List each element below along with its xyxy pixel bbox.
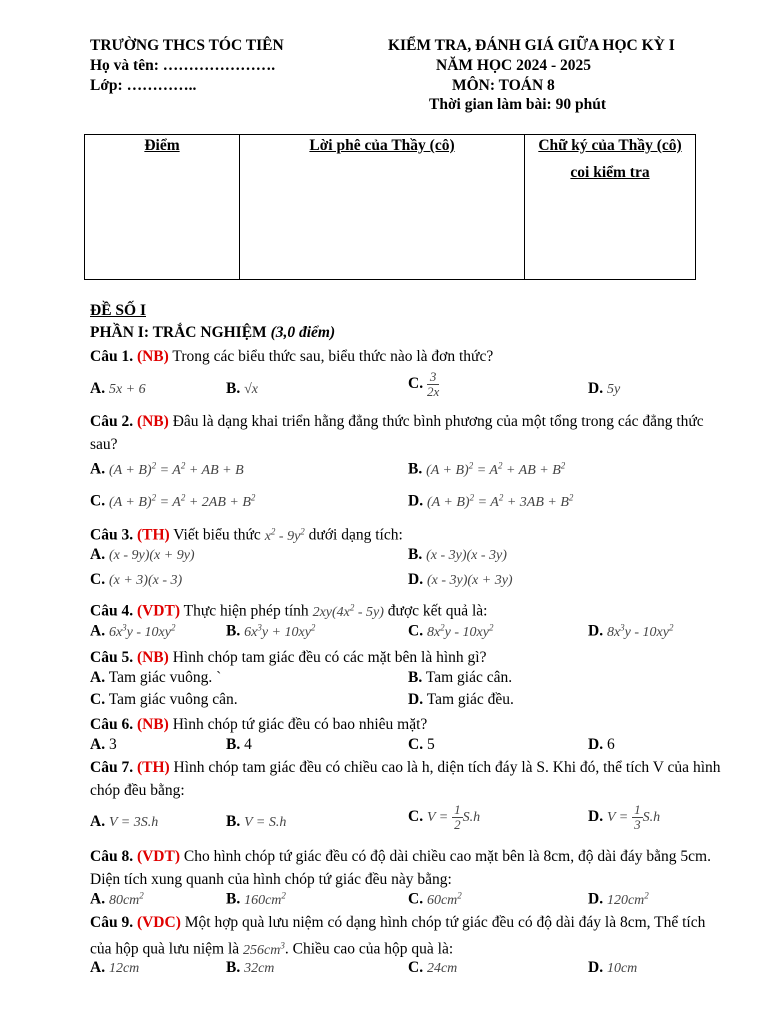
question-1: Câu 1. (NB) Trong các biểu thức sau, biểu thức nào là đơn thức?	[90, 348, 494, 365]
question-7: Câu 7. (TH) Hình chóp tam giác đều có chiều cao là h, diện tích đáy là S. Khi đó, thể tích V của hình chóp đều bằng:	[90, 759, 721, 799]
q3-option-a: A. (x - 9y)(x + 9y)	[90, 546, 195, 563]
question-9: Câu 9. (VDC) Một hợp quà lưu niệm có dạng hình chóp tứ giác đều có độ dài đáy là 8cm, Thể tích của hộp quà lưu niệm là $256cm^3$. Chiều cao của hộp quà là:	[90, 914, 706, 958]
q3-option-d: D. (x - 3y)(x + 3y)	[408, 571, 513, 588]
teacher-signature-cell: Chữ ký của Thầy (cô) coi kiểm tra	[525, 135, 696, 280]
q6-option-c: C. 5	[408, 736, 435, 753]
class-line: Lớp: …………..	[90, 77, 197, 94]
q2-option-c: C. $(A + B)^2 = A^2 + 2AB + B^2$	[90, 492, 256, 510]
q7-option-a: A. V = 3S.h	[90, 813, 159, 830]
exam-title: KIỂM TRA, ĐÁNH GIÁ GIỮA HỌC KỲ I	[388, 37, 675, 54]
question-5: Câu 5. (NB) Hình chóp tam giác đều có các mặt bên là hình gì?	[90, 649, 487, 666]
question-2: Câu 2. (NB) Đâu là dạng khai triển hằng đẳng thức bình phương của một tổng trong các đẳng thức sau?	[90, 413, 704, 453]
q8-option-c: C. $60cm^2$	[408, 890, 462, 908]
school-year: NĂM HỌC 2024 - 2025	[436, 57, 591, 74]
teacher-comment-cell: Lời phê của Thầy (cô)	[240, 135, 525, 280]
q2-option-d: D. $(A + B)^2 = A^2 + 3AB + B^2$	[408, 492, 574, 510]
q5-option-d: D. Tam giác đều.	[408, 691, 514, 708]
q4-option-d: D. $8x^3y - 10xy^2$	[588, 622, 674, 640]
q9-option-c: C. 24cm	[408, 959, 458, 976]
q6-option-a: A. 3	[90, 736, 117, 753]
duration: Thời gian làm bài: 90 phút	[429, 96, 606, 113]
q4-option-c: C. $8x^2y - 10xy^2$	[408, 622, 494, 640]
q4-option-b: B. $6x^3y + 10xy^2$	[226, 622, 316, 640]
q9-option-b: B. 32cm	[226, 959, 275, 976]
student-name-line: Họ và tên: ………………….	[90, 57, 276, 74]
q1-option-c: C. $\frac{3}{2x}$	[408, 369, 440, 399]
q7-option-c: C. V = $\frac{1}{2}$ S.h	[408, 802, 481, 832]
q1-option-d: D. 5y	[588, 380, 621, 397]
subject: MÔN: TOÁN 8	[452, 77, 555, 94]
q5-option-c: C. Tam giác vuông cân.	[90, 691, 238, 708]
score-cell: Điểm	[85, 135, 240, 280]
q6-option-d: D. 6	[588, 736, 615, 753]
q3-option-b: B. (x - 3y)(x - 3y)	[408, 546, 507, 563]
q9-option-a: A. 12cm	[90, 959, 140, 976]
q1-option-b: B. √x	[226, 380, 258, 397]
q1-option-a: A. 5x + 6	[90, 380, 146, 397]
q8-option-d: D. $120cm^2$	[588, 890, 649, 908]
q7-option-b: B. V = S.h	[226, 813, 287, 830]
q5-option-b: B. Tam giác cân.	[408, 669, 513, 686]
question-8: Câu 8. (VDT) Cho hình chóp tứ giác đều có độ dài chiều cao mặt bên là 8cm, độ dài đáy bằng 5cm. Diện tích xung quanh của hình chóp tứ giác đều này bằng:	[90, 848, 711, 888]
q4-option-a: A. $6x^3y - 10xy^2$	[90, 622, 176, 640]
q2-option-a: A. $(A + B)^2 = A^2$ + AB + B	[90, 460, 244, 478]
grade-table	[84, 134, 696, 280]
q5-option-a: A. Tam giác vuông. `	[90, 669, 222, 686]
school-name: TRƯỜNG THCS TÓC TIÊN	[90, 37, 284, 54]
question-4: Câu 4. (VDT) Thực hiện phép tính $2xy(4x^2 - 5y)$ được kết quả là:	[90, 602, 488, 620]
q6-option-b: B. 4	[226, 736, 252, 753]
q8-option-a: A. $80cm^2$	[90, 890, 144, 908]
q9-option-d: D. 10cm	[588, 959, 638, 976]
question-6: Câu 6. (NB) Hình chóp tứ giác đều có bao nhiêu mặt?	[90, 716, 428, 733]
exam-code: ĐỀ SỐ I	[90, 302, 146, 319]
q8-option-b: B. $160cm^2$	[226, 890, 286, 908]
q2-option-b: B. $(A + B)^2 = A^2$ + AB + $B^2$	[408, 460, 566, 478]
q3-option-c: C. (x + 3)(x - 3)	[90, 571, 183, 588]
q7-option-d: D. V = $\frac{1}{3}$ S.h	[588, 802, 661, 832]
part-title: PHẦN I: TRẮC NGHIỆM (3,0 điểm)	[90, 324, 336, 341]
question-3: Câu 3. (TH) Viết biểu thức $x^2 - 9y^2$ dưới dạng tích:	[90, 526, 403, 544]
